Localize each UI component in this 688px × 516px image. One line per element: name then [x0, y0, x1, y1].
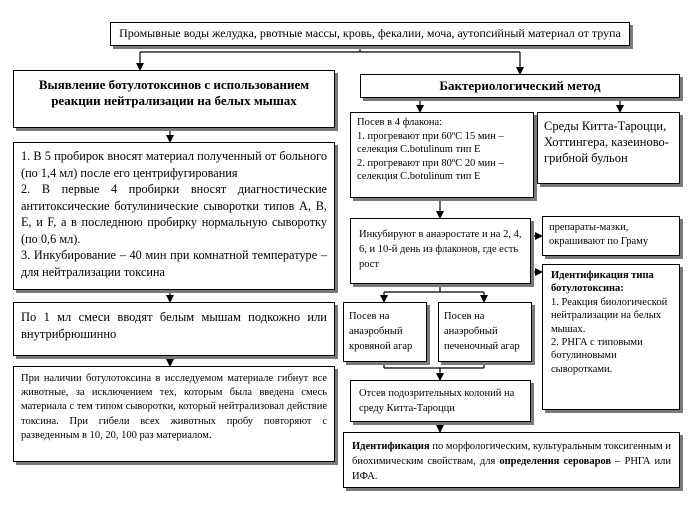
- serovar-label: определения сероваров: [499, 456, 612, 467]
- bacteriological-header: [360, 74, 680, 98]
- smears-text: препараты-мазки, окрашивают по Граму: [549, 222, 649, 247]
- neutralization-steps-text: 1. В 5 пробирок вносят материал полученный от больного (по 1,4 мл) после его центрифугирования 2. В первые 4 пробирки вносят диагностические антитоксические ботулинические сыворотки типов А, В, Е, и F, а в последнюю пробирку нормальную сыворотку (по 0,6 мл). 3. Инкубирование – 40 мин при комнатной температуре – для нейтрализации токсина: [21, 149, 327, 279]
- seeding-box: [350, 112, 534, 198]
- identification-end: – РНГА или ИФА.: [352, 456, 671, 482]
- liver-agar-text: Посев на анаэробный печеночный агар: [444, 311, 520, 352]
- smears-box: [542, 216, 680, 256]
- typing-body: 1. Реакция биологической нейтрализации на белых мышах. 2. РНГА с типовыми ботулиновыми сыворотками.: [551, 296, 668, 375]
- result-box: [13, 366, 335, 462]
- seeding-text: Посев в 4 флакона: 1. прогревают при 60ºС 15 мин – селекция C.botulinum тип Е 2. прогревают при 80ºС 20 мин – селекция C.botulinum тип Е: [357, 117, 504, 183]
- colonies-text: Отсев подозрительных колоний на среду Китта-Тароцци: [359, 388, 515, 414]
- liver-agar-box: [438, 302, 532, 362]
- typing-title: Идентификация типа ботулотоксина:: [551, 270, 654, 295]
- blood-agar-text: Посев на анаэробный кровяной агар: [349, 311, 413, 352]
- identification-middle: по морфологическим, культуральным токсигенным и биохимическим свойствам, для: [352, 441, 671, 467]
- blood-agar-box: [343, 302, 427, 362]
- identification-box: [343, 432, 680, 488]
- neutralization-header: [13, 70, 335, 128]
- media-text: Среды Китта-Тароцци, Хоттингера, казеиново-грибной бульон: [544, 119, 669, 165]
- injection-box: [13, 302, 335, 356]
- injection-text: По 1 мл смеси вводят белым мышам подкожно или внутрибрюшинно: [21, 310, 327, 341]
- specimen-box: [110, 22, 630, 46]
- bacteriological-header-text: Бактериологический метод: [439, 78, 601, 93]
- specimen-text: Промывные воды желудка, рвотные массы, кровь, фекалии, моча, аутопсийный материал от трупа: [119, 26, 621, 40]
- incubate-text: Инкубируют в анаэростате и на 2, 4, 6, и 10-й день из флаконов, где есть рост: [359, 229, 522, 270]
- media-box: [537, 112, 680, 184]
- neutralization-steps: [13, 142, 335, 290]
- identification-label: Идентификация: [352, 441, 430, 452]
- neutralization-header-text: Выявление ботулотоксинов с использованием реакции нейтрализации на белых мышах: [38, 77, 310, 108]
- result-text: При наличии ботулотоксина в исследуемом материале гибнут все животные, за исключением тех, которым была введена смесь материала с тем типом сыворотки, который нейтрализовал действие токсина. При гибели всех животных пробу повторяют с разведенным в 10, 20, 100 раз материалом.: [21, 373, 327, 441]
- typing-box: [542, 264, 680, 410]
- incubate-box: [350, 218, 531, 284]
- colonies-box: [350, 380, 531, 422]
